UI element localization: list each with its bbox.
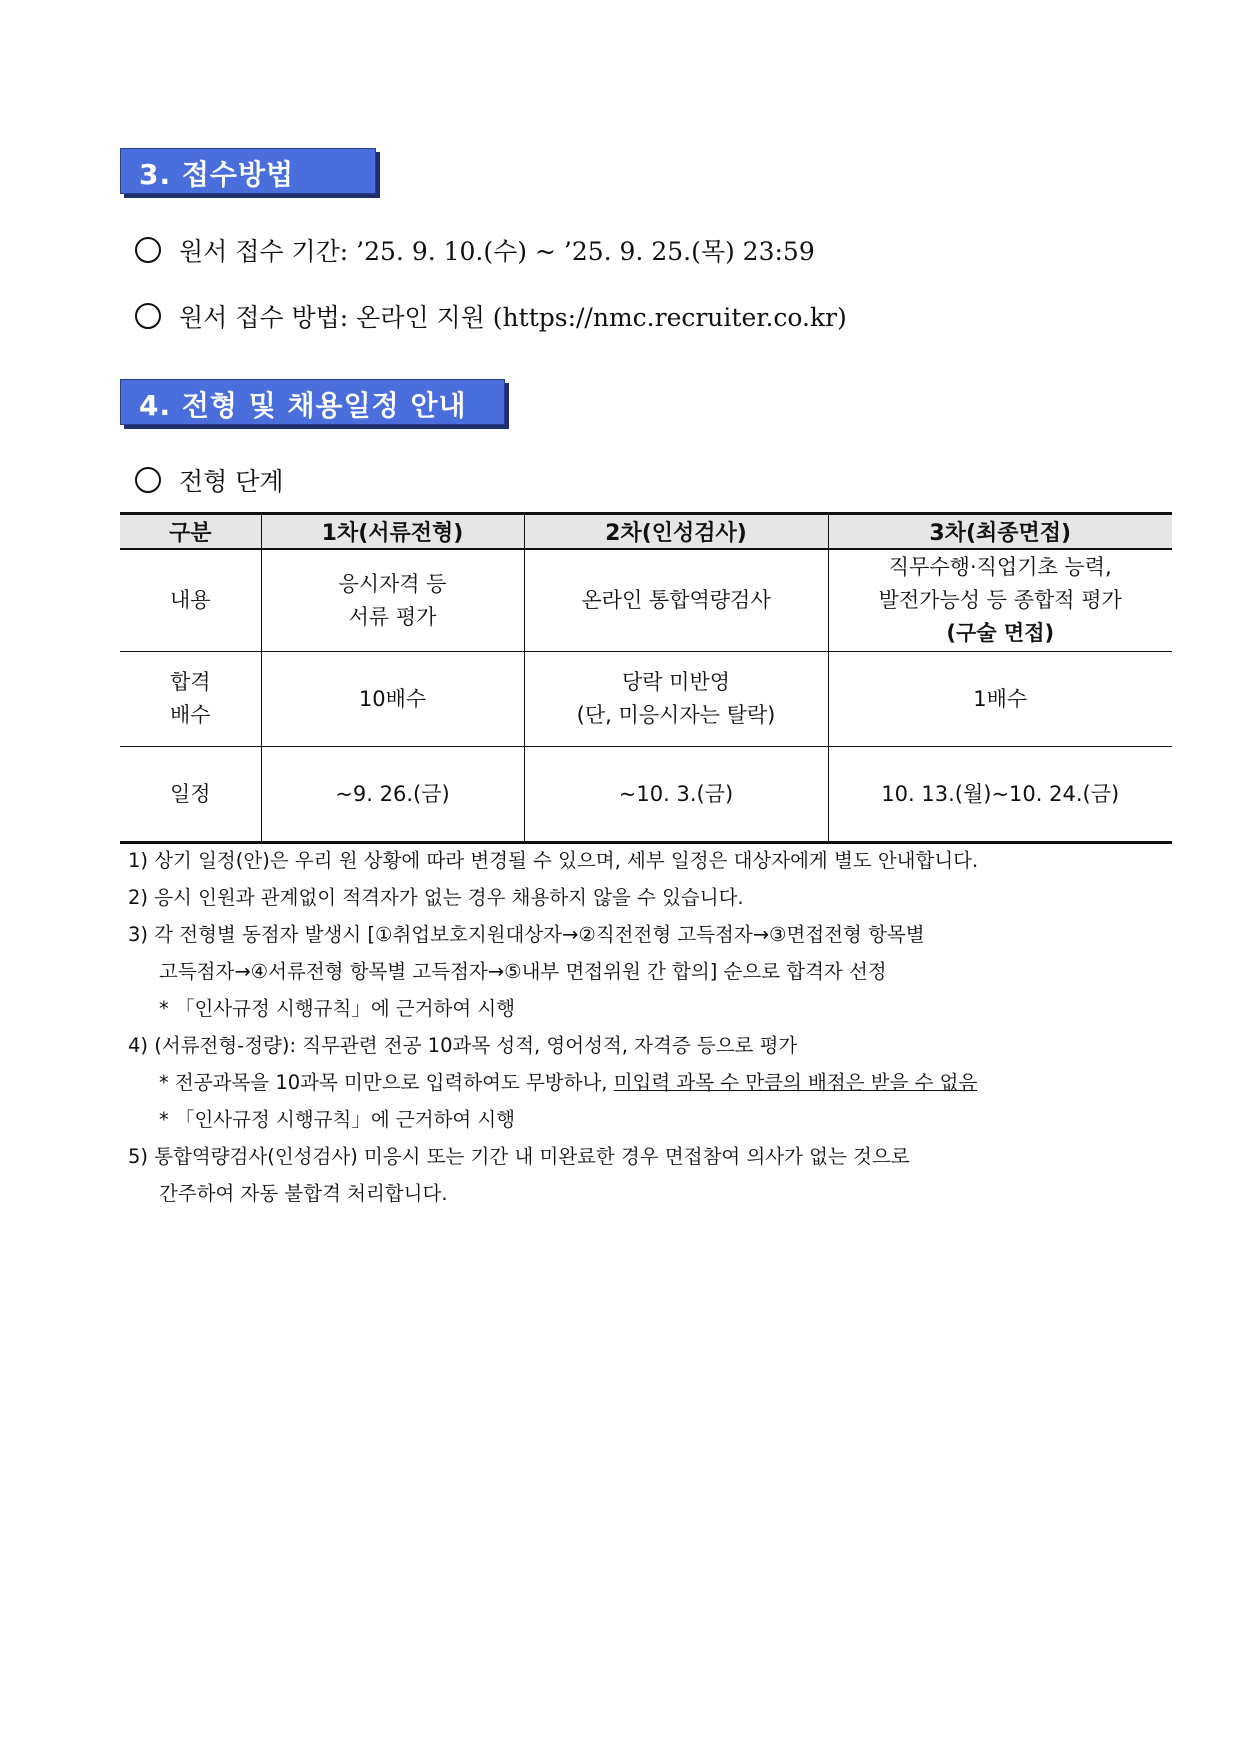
selection-schedule-table — [120, 512, 1172, 844]
header-stage2: 2차(인성검사) — [524, 514, 828, 550]
header-stage3: 3차(최종면접) — [828, 514, 1172, 550]
stage2-schedule: ~10. 3.(금) — [524, 747, 828, 843]
table-header-row — [120, 514, 1172, 550]
section3-heading — [120, 148, 376, 194]
row-label-schedule: 일정 — [120, 747, 261, 843]
circle-bullet-icon — [135, 303, 161, 329]
note-4: 4) (서류전형-정량): 직무관련 전공 10과목 성적, 영어성적, 자격증 등으로 평가 — [128, 1034, 798, 1057]
section3-heading-text: 3. 접수방법 — [139, 158, 295, 191]
selection-stages-heading: 전형 단계 — [135, 462, 284, 498]
row-label-content: 내용 — [120, 549, 261, 652]
row-label-pass-ratio: 합격 배수 — [120, 652, 261, 747]
table-row-schedule — [120, 747, 1172, 843]
circle-bullet-icon — [135, 237, 161, 263]
footnotes — [128, 842, 1188, 1212]
note-3-sub: * 「인사규정 시행규칙」에 근거하여 시행 — [159, 997, 516, 1020]
note-5-line1: 5) 통합역량검사(인성검사) 미응시 또는 기간 내 미완료한 경우 면접참여 의사가 없는 것으로 — [128, 1145, 910, 1168]
stage3-schedule: 10. 13.(월)~10. 24.(금) — [828, 747, 1172, 843]
application-period: 원서 접수 기간: ’25. 9. 10.(수) ~ ’25. 9. 25.(목) 23:59 — [135, 232, 815, 268]
table-row-content — [120, 549, 1172, 652]
stage3-pass-ratio: 1배수 — [828, 652, 1172, 747]
underlined-text: 미입력 과목 수 만큼의 배점은 받을 수 없음 — [613, 1071, 978, 1094]
header-category: 구분 — [120, 514, 261, 550]
table-row-pass-ratio — [120, 652, 1172, 747]
stage1-pass-ratio: 10배수 — [261, 652, 524, 747]
stage2-pass-ratio: 당락 미반영 (단, 미응시자는 탈락) — [524, 652, 828, 747]
header-stage1: 1차(서류전형) — [261, 514, 524, 550]
stage3-content: 직무수행·직업기초 능력, 발전가능성 등 종합적 평가 (구술 면접) — [828, 549, 1172, 652]
note-4-sub2: * 「인사규정 시행규칙」에 근거하여 시행 — [159, 1108, 516, 1131]
stage1-schedule: ~9. 26.(금) — [261, 747, 524, 843]
stage1-content: 응시자격 등 서류 평가 — [261, 549, 524, 652]
note-3-line1: 3) 각 전형별 동점자 발생시 [①취업보호지원대상자→②직전전형 고득점자→③면접전형 항목별 — [128, 923, 925, 946]
section4-heading — [120, 379, 505, 425]
note-4-sub1: * 전공과목을 10과목 미만으로 입력하여도 무방하나, 미입력 과목 수 만큼의 배점은 받을 수 없음 — [159, 1071, 978, 1094]
application-method: 원서 접수 방법: 온라인 지원 (https://nmc.recruiter.co.kr) — [135, 298, 847, 334]
circle-bullet-icon — [135, 467, 161, 493]
note-3-line2: 고득점자→④서류전형 항목별 고득점자→⑤내부 면접위원 간 합의] 순으로 합격자 선정 — [159, 960, 887, 983]
note-1: 1) 상기 일정(안)은 우리 원 상황에 따라 변경될 수 있으며, 세부 일정은 대상자에게 별도 안내합니다. — [128, 849, 979, 872]
stage2-content: 온라인 통합역량검사 — [524, 549, 828, 652]
note-2: 2) 응시 인원과 관계없이 적격자가 없는 경우 채용하지 않을 수 있습니다. — [128, 886, 744, 909]
section4-heading-text: 4. 전형 및 채용일정 안내 — [139, 389, 467, 422]
note-5-line2: 간주하여 자동 불합격 처리합니다. — [159, 1182, 448, 1205]
